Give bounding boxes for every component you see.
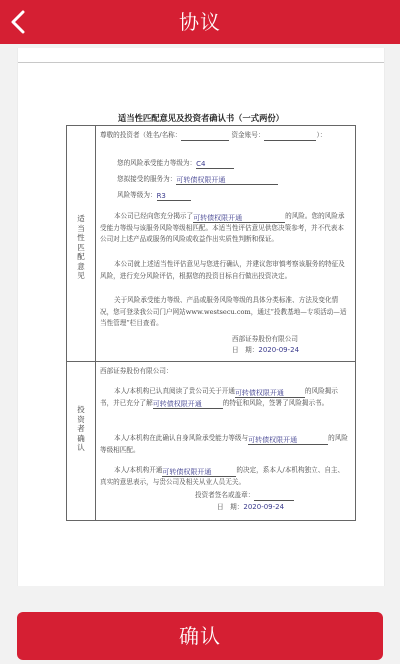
- agreement-document: [18, 48, 384, 586]
- agreement-viewer[interactable]: [17, 48, 385, 586]
- risk-level-value: C4: [196, 159, 234, 169]
- service-risk-line: [117, 190, 191, 201]
- risk-match-paragraph: 本人/本机构在此确认自身风险承受能力等级与可转债权限开通 的风险等级相匹配。: [100, 434, 348, 454]
- greeting-line: 尊敬的投资者（姓名/名称： 资金账号： ）：: [100, 131, 327, 139]
- document-title: 适当性匹配意见及投资者确认书（一式两份）: [118, 113, 284, 123]
- service-risk-value: R3: [157, 191, 191, 201]
- signature-date-line: 日 期：2020-09-24: [217, 503, 285, 511]
- addressee: 西部证券股份有限公司：: [100, 367, 173, 375]
- company-date-line: 日 期：2020-09-24: [232, 346, 300, 354]
- service-risk-label: 风险等级为：: [117, 191, 157, 199]
- greeting-text: 尊敬的投资者（姓名/名称：: [100, 131, 182, 139]
- risk-level-label: 您的风险承受能力等级为：: [117, 159, 197, 167]
- section-label-investor: 投资者确认: [77, 405, 85, 452]
- risk-level-line: [117, 158, 234, 169]
- account-label: 资金账号：: [231, 131, 265, 139]
- service-label: 您拟接受的服务为：: [117, 175, 177, 183]
- company-date: 2020-09-24: [258, 346, 300, 354]
- service-line: [117, 174, 278, 185]
- page-title: 协议: [179, 10, 221, 34]
- confirmation-paragraph: 本公司就上述适当性评估意见与您进行确认，并建议您审慎考察该服务的特征及风险，进行充分风险评估，根据您的投资目标自行做出投资决定。: [100, 260, 345, 280]
- column-divider: [95, 126, 96, 520]
- confirmation-table: [66, 125, 356, 521]
- classification-paragraph: 关于风险承受能力等级、产品或服务风险等级的具体分类标准、方法及变化情况，您可登录我公司门户网站www.westsecu.com，通过“投教基地—专项活动—适当性管理”栏目查看。: [100, 296, 347, 327]
- service-value: 可转债权限开通: [176, 175, 278, 185]
- risk-disclosure-paragraph: 本公司已经向您充分揭示了可转债权限开通 的风险。您的风险承受能力等级与该服务风险等级相匹配。本适当性评估意见供您决策参考，并不代表本公司对上述产品或服务的风险或收益作出实质性判断和保证。: [100, 212, 345, 243]
- independent-decision-paragraph: 本人/本机构开通可转债权限开通 的决定，系本人/本机构独立、自主、真实的意思表示，与贵公司及相关从业人员无关。: [100, 466, 345, 486]
- signature-line: 投资者签名或盖章：: [195, 490, 294, 501]
- disclosed-service: 可转债权限开通: [193, 213, 285, 223]
- confirm-button[interactable]: 确认: [17, 612, 383, 660]
- signature-date: 2020-09-24: [243, 503, 285, 511]
- read-confirmation-paragraph: 本人/本机构已认真阅读了贵公司关于开通可转债权限开通 的风险揭示书，并已充分了解可转债权限开通 的特征和风险，签署了风险揭示书。: [100, 387, 338, 408]
- top-nav-bar: [0, 0, 400, 44]
- section-label-matching: 适当性匹配意见: [77, 214, 85, 280]
- company-name: 西部证券股份有限公司: [232, 335, 298, 343]
- section-divider: [67, 361, 355, 362]
